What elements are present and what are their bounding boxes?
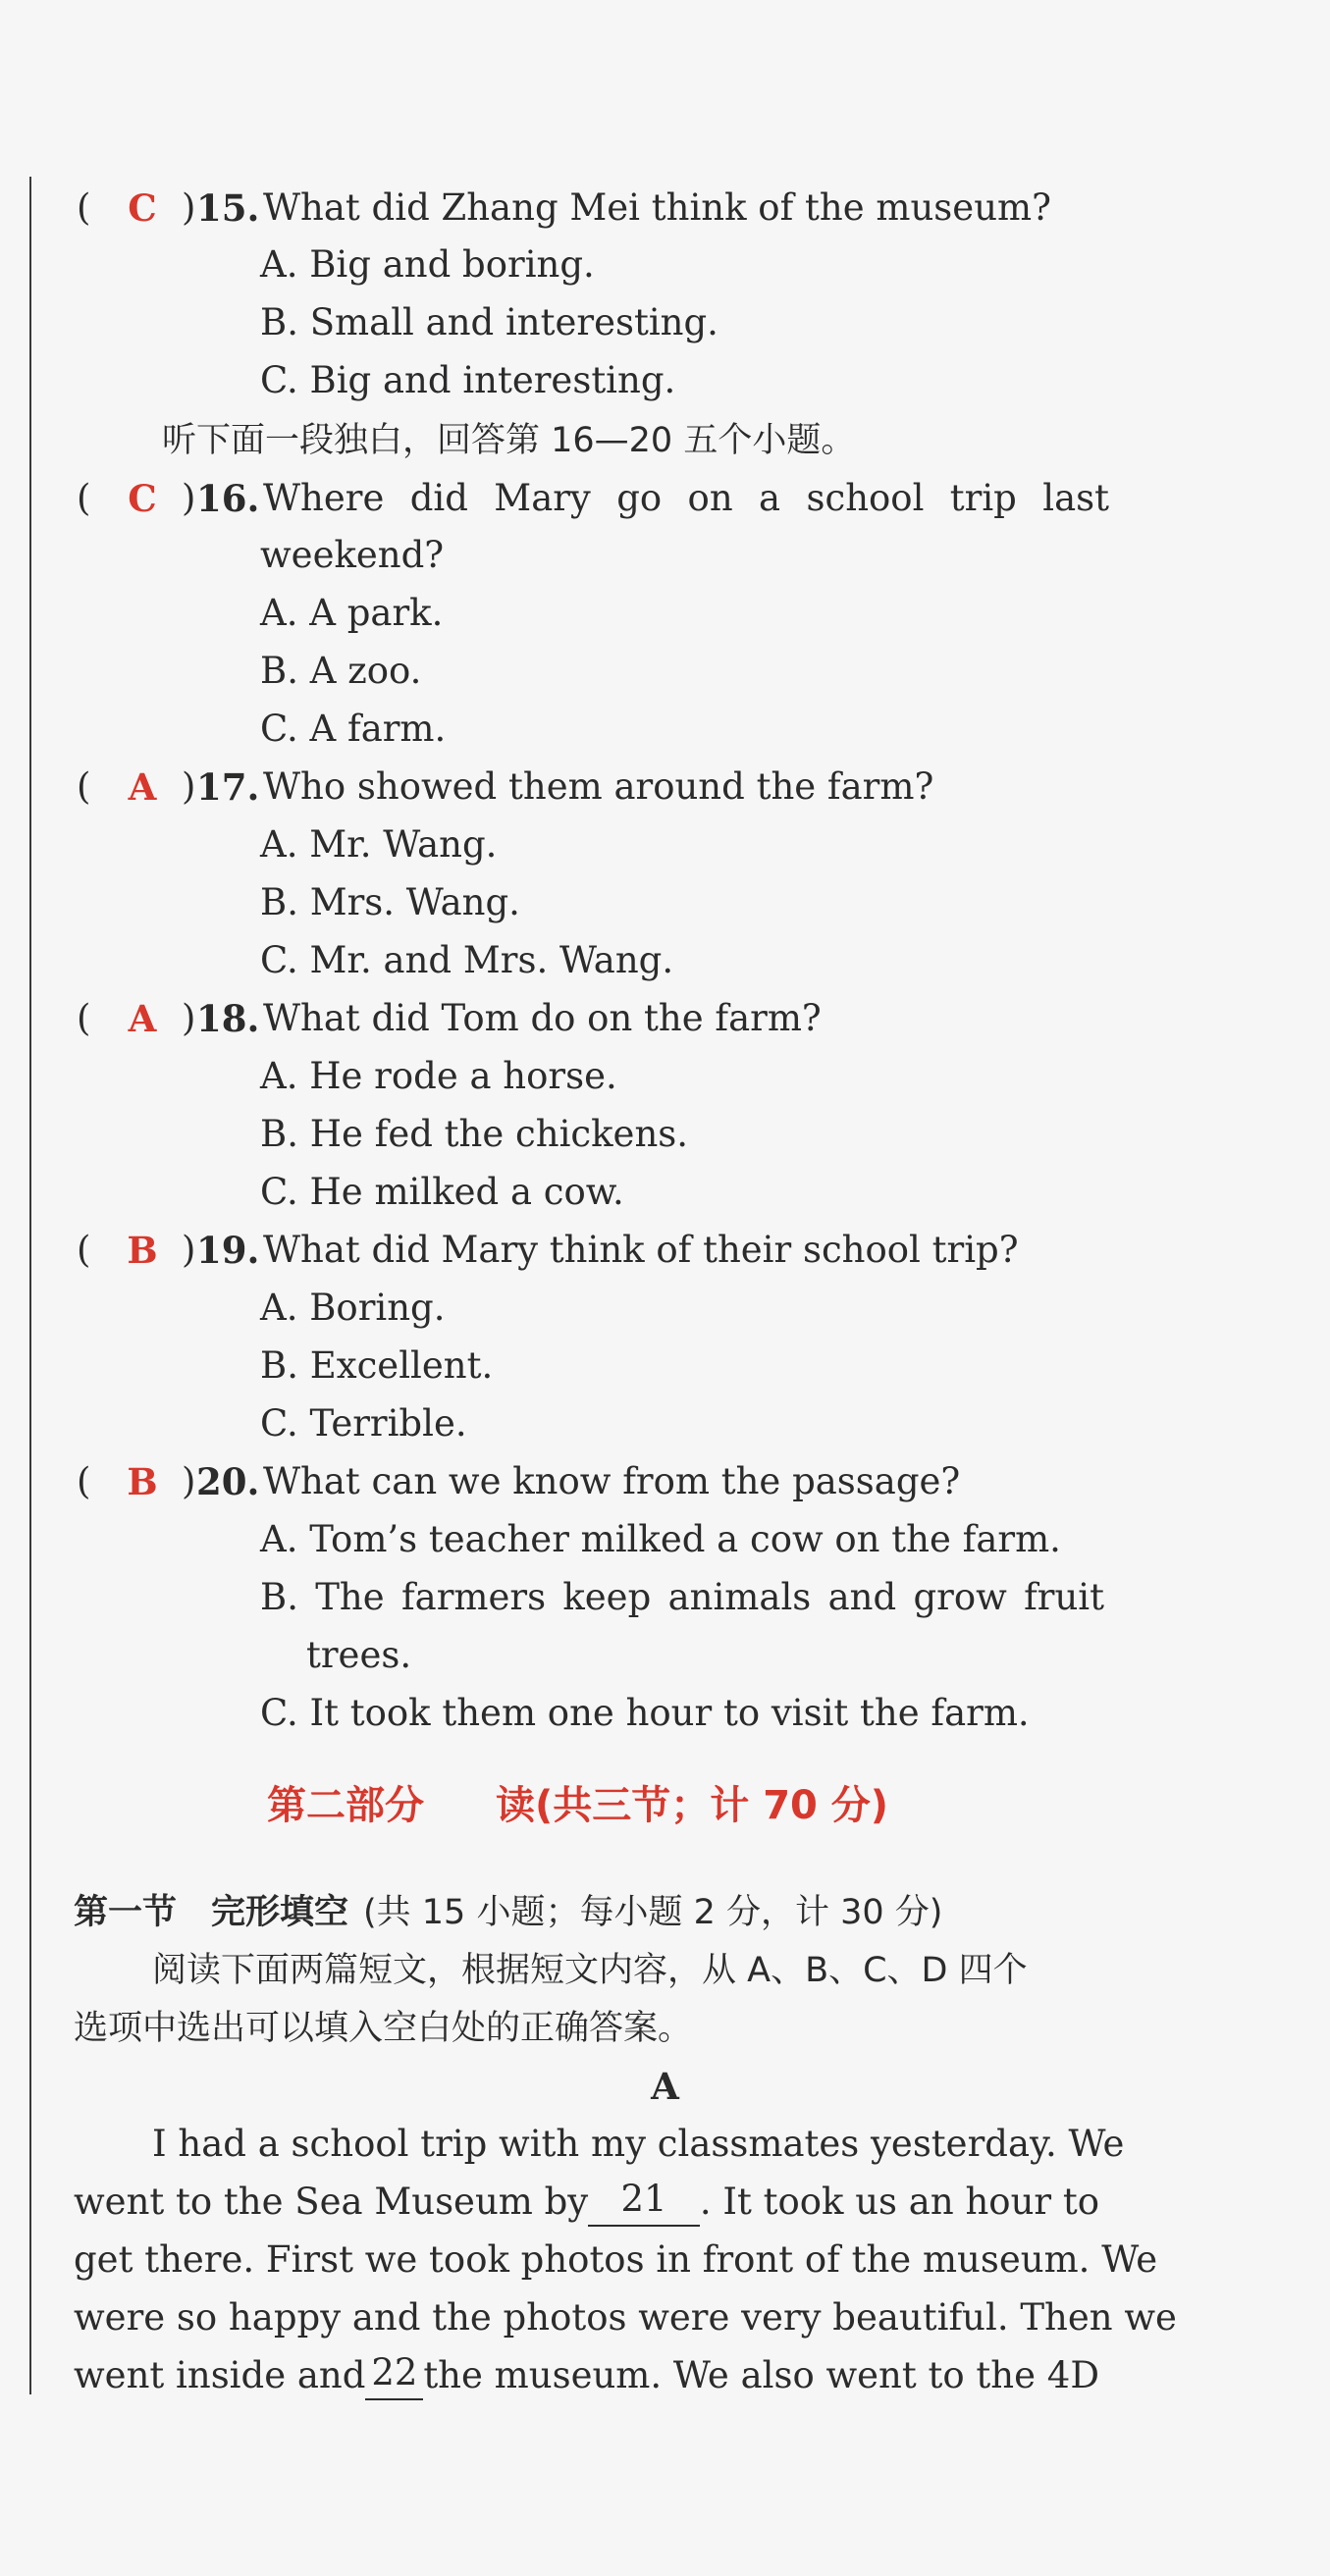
part-two-label: 第二部分 bbox=[267, 1783, 424, 1828]
option-continued: trees. bbox=[306, 1634, 412, 1676]
passage-line: went to the Sea Museum by 21 . It took us an hour to bbox=[0, 2178, 1330, 2227]
option bbox=[0, 240, 1330, 289]
bracket-open: ( bbox=[77, 1229, 91, 1271]
option-text: C. Terrible. bbox=[260, 1402, 467, 1445]
option bbox=[0, 589, 1330, 638]
monologue-instruction: 听下面一段独白，回答第 16—20 五个小题。 bbox=[162, 421, 856, 460]
answer-17: A bbox=[128, 765, 157, 809]
option bbox=[0, 356, 1330, 405]
answer-16: C bbox=[128, 477, 157, 520]
question-number: 19. bbox=[196, 1229, 260, 1272]
question-text: What did Tom do on the farm? bbox=[263, 997, 822, 1039]
answer-19: B bbox=[127, 1229, 158, 1272]
bracket-open: ( bbox=[77, 477, 91, 519]
blank-21: 21 bbox=[588, 2178, 700, 2227]
part-two-subtitle: 读(共三节；计 70 分) bbox=[496, 1783, 889, 1828]
option-text: B. The farmers keep animals and grow fruit bbox=[260, 1576, 1104, 1618]
bracket-close: ) bbox=[182, 1229, 196, 1271]
option bbox=[0, 298, 1330, 347]
section-one-title: 第一节 完形填空 bbox=[74, 1893, 349, 1932]
option bbox=[0, 1515, 1330, 1564]
option-text: A. Mr. Wang. bbox=[260, 823, 498, 866]
part-two-title bbox=[0, 1776, 1330, 1835]
option-text: A. Tom’s teacher milked a cow on the farm. bbox=[260, 1518, 1061, 1560]
passage-line: were so happy and the photos were very beautiful. Then we bbox=[74, 2296, 1177, 2339]
question-text: What did Mary think of their school trip? bbox=[263, 1229, 1019, 1271]
question-18 bbox=[0, 994, 1330, 1043]
passage-line: get there. First we took photos in front of the museum. We bbox=[74, 2238, 1158, 2281]
option-text: C. He milked a cow. bbox=[260, 1171, 624, 1213]
passage-label: A bbox=[651, 2065, 679, 2108]
section-one-heading bbox=[0, 1888, 1330, 1937]
question-text: Who showed them around the farm? bbox=[263, 765, 934, 808]
question-number: 18. bbox=[196, 997, 260, 1040]
section-one-instruction-cont: 选项中选出可以填入空白处的正确答案。 bbox=[74, 2009, 693, 2048]
option-text: C. Big and interesting. bbox=[260, 359, 676, 401]
option bbox=[0, 705, 1330, 754]
option-text: B. Excellent. bbox=[260, 1344, 494, 1387]
question-number: 20. bbox=[196, 1460, 260, 1503]
option bbox=[0, 820, 1330, 869]
answer-20: B bbox=[127, 1460, 158, 1503]
blank-22: 22 bbox=[365, 2351, 423, 2400]
option bbox=[0, 1284, 1330, 1333]
option bbox=[0, 1399, 1330, 1448]
bracket-close: ) bbox=[182, 997, 196, 1039]
answer-15: C bbox=[128, 186, 157, 230]
answer-18: A bbox=[128, 997, 157, 1040]
question-text-continued: weekend? bbox=[260, 534, 445, 576]
question-15 bbox=[0, 184, 1330, 233]
section-one-note: (共 15 小题；每小题 2 分，计 30 分) bbox=[363, 1893, 943, 1932]
bracket-close: ) bbox=[182, 186, 196, 229]
option bbox=[0, 1168, 1330, 1217]
option-text: C. It took them one hour to visit the farm. bbox=[260, 1692, 1030, 1734]
option bbox=[0, 878, 1330, 927]
option-text: B. Small and interesting. bbox=[260, 301, 718, 343]
option bbox=[0, 1573, 1330, 1622]
option bbox=[0, 1689, 1330, 1738]
option-text: C. Mr. and Mrs. Wang. bbox=[260, 939, 674, 981]
question-number: 15. bbox=[196, 186, 260, 230]
question-16 bbox=[0, 474, 1330, 523]
option bbox=[0, 1341, 1330, 1391]
question-text: Where did Mary go on a school trip last bbox=[263, 477, 1109, 519]
bracket-open: ( bbox=[77, 186, 91, 229]
question-19 bbox=[0, 1226, 1330, 1275]
option-text: A. Boring. bbox=[260, 1287, 446, 1329]
bracket-open: ( bbox=[77, 997, 91, 1039]
option-text: A. A park. bbox=[260, 592, 444, 634]
option-text: C. A farm. bbox=[260, 708, 447, 750]
bracket-close: ) bbox=[182, 765, 196, 808]
question-number: 16. bbox=[196, 477, 260, 520]
option-text: B. Mrs. Wang. bbox=[260, 881, 520, 923]
section-one-instruction: 阅读下面两篇短文，根据短文内容，从 A、B、C、D 四个 bbox=[152, 1951, 1028, 1990]
bracket-close: ) bbox=[182, 477, 196, 519]
bracket-close: ) bbox=[182, 1460, 196, 1502]
passage-line: I had a school trip with my classmates yesterday. We bbox=[152, 2123, 1125, 2165]
bracket-open: ( bbox=[77, 1460, 91, 1502]
passage-line: went inside and 22 the museum. We also went to the 4D bbox=[0, 2351, 1330, 2400]
bracket-open: ( bbox=[77, 765, 91, 808]
question-number: 17. bbox=[196, 765, 260, 809]
option-text: B. A zoo. bbox=[260, 650, 422, 692]
option bbox=[0, 647, 1330, 696]
question-text: What can we know from the passage? bbox=[263, 1460, 961, 1502]
option bbox=[0, 1052, 1330, 1101]
question-17 bbox=[0, 762, 1330, 812]
option bbox=[0, 936, 1330, 985]
option bbox=[0, 1110, 1330, 1159]
option-text: A. Big and boring. bbox=[260, 243, 595, 286]
question-20 bbox=[0, 1457, 1330, 1506]
question-text: What did Zhang Mei think of the museum? bbox=[263, 186, 1051, 229]
option-text: B. He fed the chickens. bbox=[260, 1113, 689, 1155]
option-text: A. He rode a horse. bbox=[260, 1055, 617, 1097]
